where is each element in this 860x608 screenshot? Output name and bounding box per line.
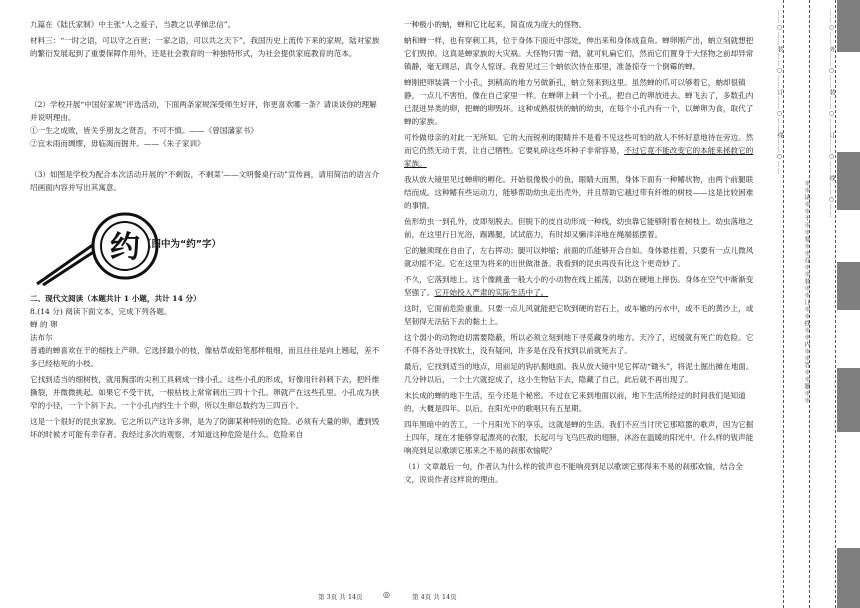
r-para-10: 这个弱小的动物迫切需要隐蔽，所以必须立刻到地下寻觅藏身的地方。天冷了，迟缓就有死亡的危险。它不得不各处寻找软土，没有疑问，许多是在没有找到以前就死去了。 (404, 333, 754, 355)
r-para-2: 蚋和蝉一样，也有穿刺工具，位于身体下面近中部处，伸出来和身体成直角。蝉卵刚产出，蚋立刻就想把它们毁掉。这真是蝉家族的大灾祸。大怪物只需一踏，就可轧扁它们，然而它们置身于大怪物之前却异常镇静，毫无顾忌，真令人惊讶。我曾见过三个蚋依次待在那里，准备掠夺一个倒霉的蝉。 (404, 36, 754, 71)
body-para-3: 这是一个很好的昆虫家族。它之所以产这许多卵，是为了防御某种特别的危险。必须有大量的卵，遭到毁坏的时候才可能有幸存者。我经过多次的观察，才知道这种危险是什么。危险来自 (30, 417, 380, 439)
r-para-6: 鱼形幼虫一到孔外，皮即刻脱去。但脱下的皮自动形成一种线，幼虫靠它能够附着在树枝上。幼虫落地之前，在这里行日光浴，踢踢腿，试试筋力，有时却又懒洋洋地在绳端摇摆着。 (404, 217, 754, 239)
question-2: （2）学校开展“中国好家规”评选活动，下面两条家规深受师生好评，你更喜欢哪一条？请谈谈你的理解并说明理由。 (30, 100, 377, 122)
body-para-2: 它找到适当的细树枝，就用胸部的尖利工具刺成一排小孔。这些小孔的形成，好像用针斜刺下去，把纤维撕裂，并微微挑起。如果它不受干扰，一根枯枝上常常刺出三四十个孔。卵就产在这些孔里。小孔成为狭窄的小径，一个个斜下去。一个小孔内约生十个卵，所以生卵总数约为三四百个。 (30, 375, 380, 410)
r-para-8-underlined: 它开始投入严肃的实际生活中了。 (434, 288, 549, 297)
body-para-1: 普通的蝉喜欢在干的细枝上产卵。它选择最小的枝，像枯草或铅笔那样粗细，而且往往是向上翘起，差不多已经枯死的小枝。 (30, 346, 380, 368)
section-heading: 二、现代文阅读（本题共计 1 小题，共计 14 分） (30, 294, 201, 303)
question-3: （3）如图是学校为配合本次活动开展的“不剩饭，不剩菜’——文明餐桌行动”宣传画，请用简洁的语言介绍画面内容并写出其寓意。 (30, 170, 380, 192)
r-para-4 (404, 131, 754, 170)
binding-strip (771, 0, 860, 608)
article-title: 蝉 的 卵 (30, 320, 58, 329)
r-para-5: 我从放大镜里见过蝉卵的孵化。开始很像极小的鱼，眼睛大而黑，身体下面有一种鳍状物，由两个前腿联结而成。这种鳍有些运动力，能够帮助幼虫走出壳外，并且帮助它越过带有纤维的树枝——这是比较困难的事情。 (404, 175, 754, 210)
gray-block-upper (837, 152, 860, 210)
r-para-4-underlined: 不过它竟不能改变它的本能来拯救它的家族。 (404, 146, 754, 168)
illus-char: 约 (110, 230, 140, 265)
left-column (30, 18, 382, 441)
material-three: 材料三：“一时之语，可以守之百世；一家之语，可以共之天下”，我国历史上流传下来的家规，陆对家族的繁衍发展起到了重要保障作用外，还是社会教育的一种独特形式，为社会提供家庭教育的范本。 (30, 36, 380, 58)
page-number-right: 第 4页 共 14页 (412, 593, 457, 601)
poster-illustration (30, 198, 382, 286)
warning-text: ※※请※※不※※要※※在※※装※※订※※线※※内※※答※※题※※ (803, 180, 810, 404)
page-center-circle: ◎ (383, 590, 390, 599)
r-para-8-text: 不久，它落到地上。这个像跳蚤一般大小的小动物在线上摇荡，以防在硬地上摔伤。身体在空气中渐渐变坚强了。 (404, 275, 754, 297)
r-para-1: 一种极小的蚋，蝉和它比起来，简直成为庞大的怪物。 (404, 20, 587, 29)
r-para-13: 四年黑暗中的苦工，一个月阳光下的享乐，这就是蝉的生活。我们不应当讨厌它那喧嚣的歌声，因为它掘土四年，现在才能够穿起漂亮的衣服，长起可与飞鸟匹敌的翅膀，沐浴在温暖的阳光中。什么样的钹声能响亮到足以歌颂它那来之不易的刹那欢愉呢？ (404, 420, 754, 455)
option-2: ②宜未雨而绸缪，毋临渴而掘井。——《朱子家训》 (30, 139, 205, 148)
option-1: ①一生之成败，皆关乎朋友之贤否，不可不慎。——《曾国藩家书》 (30, 126, 258, 135)
r-para-9: 这时，它面前危险重重。只要一点儿风就能把它吹到硬的岩石上，或车辙的污水中，或不毛的黄沙上，或坚韧得无法钻下去的黏土上。 (404, 304, 754, 326)
cut-line-3-text: ……○……外……○……装……○……订……○……线……○…… (828, 10, 835, 218)
right-column (404, 18, 754, 486)
r-question-1: （1）文章最后一句，作者认为什么样的钹声也不能响亮到足以歌颂它那得来不易的刹那欢愉，结合全文，说说作者这样说的理由。 (404, 462, 743, 484)
material-continuation: 九篇在《陆氏家制》中主张“人之爱子，当教之以孝悌忠信”。 (30, 20, 236, 29)
r-para-4-text: 可怜做母亲的对此一无所知。它的大而锐利的眼睛并不是看不见这些可怕的敌人不怀好意地待在旁边。然而它仍然无动于衷，让自己牺牲。它要轧碎这些坏种子非常容易， (404, 133, 754, 155)
r-para-11: 最后，它找到适当的地点，用前足的钩扒掘地面。我从放大镜中见它挥动“锄头”，将泥土掘出摊在地面。几分钟以后，一个土穴就挖成了，这小生物钻下去，隐藏了自己，此后就不再出现了。 (404, 362, 754, 384)
gray-block-bottom (837, 548, 860, 608)
gray-block-top (837, 0, 860, 52)
illus-caption: （图中为“约”字） (142, 239, 221, 250)
question-8: 8.(14 分) 阅读下面文本，完成下列各题。 (30, 307, 172, 316)
r-para-8 (404, 273, 754, 299)
page-number-left: 第 3页 共 14页 (318, 593, 363, 601)
article-author: 法布尔 (30, 333, 53, 342)
r-para-7: 它的触须现在自由了，左右挥动；腿可以伸缩；前面的爪能够开合自如。身体悬挂着，只要有一点儿微风就动摇不定。它在这里为将来的出世做准备。我看到的昆虫再没有比这个更奇妙了。 (404, 246, 754, 268)
gray-block-middle (837, 262, 860, 310)
r-para-12: 未长成的蝉的地下生活，至今还是个秘密。不过在它来到地面以前，地下生活所经过的时间我们是知道的，大概是四年。以后，在阳光中的歌唱只有五星期。 (404, 391, 746, 413)
r-para-3: 蝉刚把卵装满一个小孔，到稍高的地方另做新孔，蚋立刻来到这里。虽然蝉的爪可以够着它，蚋却很镇静，一点儿不害怕，像在自己家里一样。在蝉卵上刺一个小孔，把自己的卵放进去。蝉飞去了，多数孔内已混进异类的卵，把蝉的卵毁坏。这种成熟很快的蚋的幼虫，在每个小孔内有一个，以蝉卵为食，取代了蝉的家族。 (404, 78, 754, 126)
cut-line-1-text: ……○……装……○……订……○……线……○…… (776, 10, 783, 175)
gray-block-lower (837, 368, 860, 432)
